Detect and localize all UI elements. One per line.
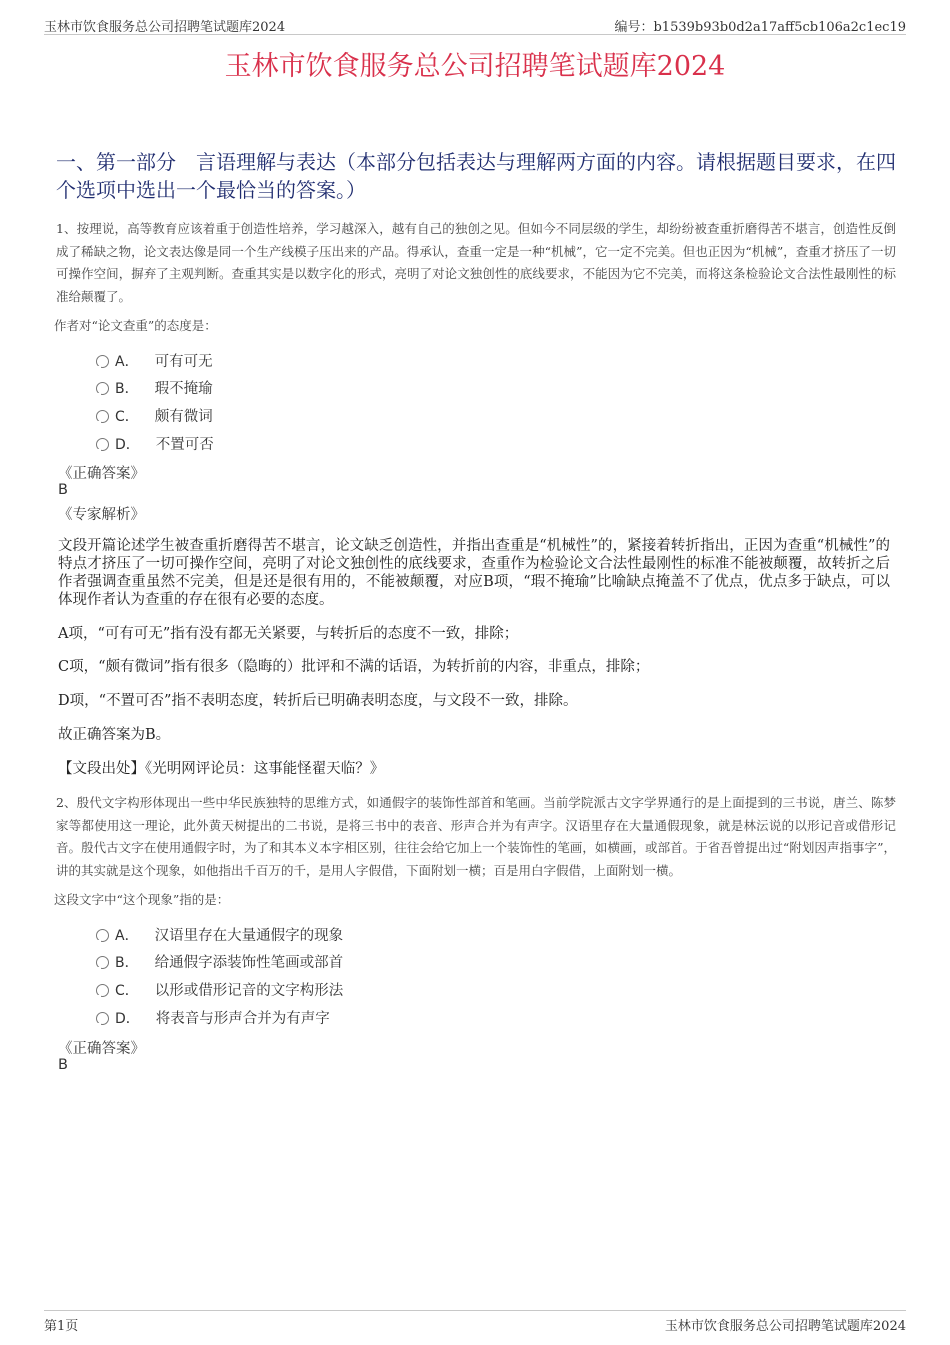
option-letter: A． bbox=[115, 354, 139, 370]
q2-option-a[interactable] bbox=[96, 924, 343, 944]
q1-analysis-a: A项，“可有可无”指有没有都无关紧要，与转折后的态度不一致，排除； bbox=[58, 626, 519, 642]
option-text: 瑕不掩瑜 bbox=[154, 381, 213, 397]
option-letter: A． bbox=[115, 928, 139, 944]
option-text: 颇有微词 bbox=[154, 409, 213, 425]
q1-option-d[interactable] bbox=[96, 433, 214, 453]
footer-doc-title: 玉林市饮食服务总公司招聘笔试题库2024 bbox=[664, 1319, 906, 1334]
q1-question: 作者对“论文查重”的态度是： bbox=[54, 318, 217, 333]
q1-passage: 1、按理说，高等教育应该着重于创造性培养，学习越深入，越有自己的独创之见。但如今不同层级的学生，却纷纷被查重折磨得苦不堪言，创造性反倒成了稀缺之物，论文表达像是同一个生产线模子压出来的产品。得承认，查重一定是一种“机械”，它一定不完美。但也正因为“机械”，查重才挤压了一切可操作空间，摒弃了主观判断。查重其实是以数字化的形式，亮明了对论文独创性的底线要求，不能因为它不完美，而将这条检验论文合法性最刚性的标准给颠覆了。 bbox=[56, 221, 896, 304]
q1-analysis-c: C项，“颇有微词”指有很多（隐晦的）批评和不满的话语，为转折前的内容，非重点，排除； bbox=[58, 659, 650, 675]
q2-option-c[interactable] bbox=[96, 979, 343, 999]
radio-icon[interactable] bbox=[96, 956, 109, 969]
page-number: 第1页 bbox=[44, 1319, 79, 1334]
option-text: 将表音与形声合并为有声字 bbox=[155, 1011, 330, 1027]
q1-answer-label: 《正确答案》 bbox=[58, 466, 145, 482]
radio-icon[interactable] bbox=[96, 929, 109, 942]
page-header bbox=[44, 14, 906, 35]
q1-analysis-d: D项，“不置可否”指不表明态度，转折后已明确表明态度，与文段不一致，排除。 bbox=[58, 693, 578, 709]
option-text: 汉语里存在大量通假字的现象 bbox=[154, 928, 344, 944]
q1-option-c[interactable] bbox=[96, 405, 213, 425]
option-text: 给通假字添装饰性笔画或部首 bbox=[154, 955, 344, 971]
q1-option-a[interactable] bbox=[96, 350, 213, 370]
option-letter: B． bbox=[115, 955, 139, 971]
q1-option-b[interactable] bbox=[96, 377, 213, 397]
q2-question: 这段文字中“这个现象”指的是： bbox=[54, 892, 230, 907]
option-text: 不置可否 bbox=[155, 437, 214, 453]
radio-icon[interactable] bbox=[96, 984, 109, 997]
q2-answer: B bbox=[58, 1057, 68, 1073]
option-letter: B． bbox=[115, 381, 139, 397]
q1-analysis-conclusion: 故正确答案为B。 bbox=[58, 727, 171, 743]
option-text: 以形或借形记音的文字构形法 bbox=[154, 983, 344, 999]
radio-icon[interactable] bbox=[96, 410, 109, 423]
q2-answer-label: 《正确答案》 bbox=[58, 1041, 145, 1057]
option-letter: D． bbox=[115, 437, 140, 453]
q1-source: 【文段出处】《光明网评论员：这事能怪翟天临？》 bbox=[58, 761, 385, 777]
header-doc-id: 编号：b1539b93b0d2a17aff5cb106a2c1ec19 bbox=[614, 20, 906, 35]
option-letter: D． bbox=[115, 1011, 140, 1027]
q1-analysis-main: 文段开篇论述学生被查重折磨得苦不堪言，论文缺乏创造性，并指出查重是“机械性”的，紧接着转折指出，正因为查重“机械性”的特点才挤压了一切可操作空间，亮明了对论文独创性的底线要求，查重作为检验论文合法性最刚性的标准不能被颠覆，故转折之后作者强调查重虽然不完美，但是还是很有用的，不能被颠覆，对应B项，“瑕不掩瑜”比喻缺点掩盖不了优点，优点多于缺点，可以体现作者认为查重的存在很有必要的态度。 bbox=[58, 538, 890, 608]
q1-answer: B bbox=[58, 482, 68, 498]
section-heading: 一、第一部分 言语理解与表达（本部分包括表达与理解两方面的内容。请根据题目要求，在四个选项中选出一个最恰当的答案。） bbox=[56, 150, 896, 202]
q1-analysis-label: 《专家解析》 bbox=[58, 507, 145, 523]
page-title: 玉林市饮食服务总公司招聘笔试题库2024 bbox=[224, 51, 726, 82]
radio-icon[interactable] bbox=[96, 382, 109, 395]
q2-option-d[interactable] bbox=[96, 1007, 330, 1027]
option-letter: C． bbox=[115, 409, 139, 425]
radio-icon[interactable] bbox=[96, 1012, 109, 1025]
radio-icon[interactable] bbox=[96, 438, 109, 451]
option-letter: C． bbox=[115, 983, 139, 999]
page-footer bbox=[44, 1310, 906, 1333]
q2-passage: 2、殷代文字构形体现出一些中华民族独特的思维方式，如通假字的装饰性部首和笔画。当前学院派古文字学界通行的是上面提到的三书说，唐兰、陈梦家等都使用这一理论，此外黄天树提出的二书说，是将三书中的表音、形声合并为有声字。汉语里存在大量通假现象，就是林沄说的以形记音或借形记音。殷代古文字在使用通假字时，为了和其本义本字相区别，往往会给它加上一个装饰性的笔画，如横画，或部首。于省吾曾提出过“附划因声指事字”，讲的其实就是这个现象，如他指出千百万的千，是用人字假借，下面附划一横；百是用白字假借，上面附划一横。 bbox=[56, 795, 896, 878]
option-text: 可有可无 bbox=[154, 354, 213, 370]
header-doc-title: 玉林市饮食服务总公司招聘笔试题库2024 bbox=[44, 20, 286, 35]
q2-option-b[interactable] bbox=[96, 951, 343, 971]
radio-icon[interactable] bbox=[96, 355, 109, 368]
